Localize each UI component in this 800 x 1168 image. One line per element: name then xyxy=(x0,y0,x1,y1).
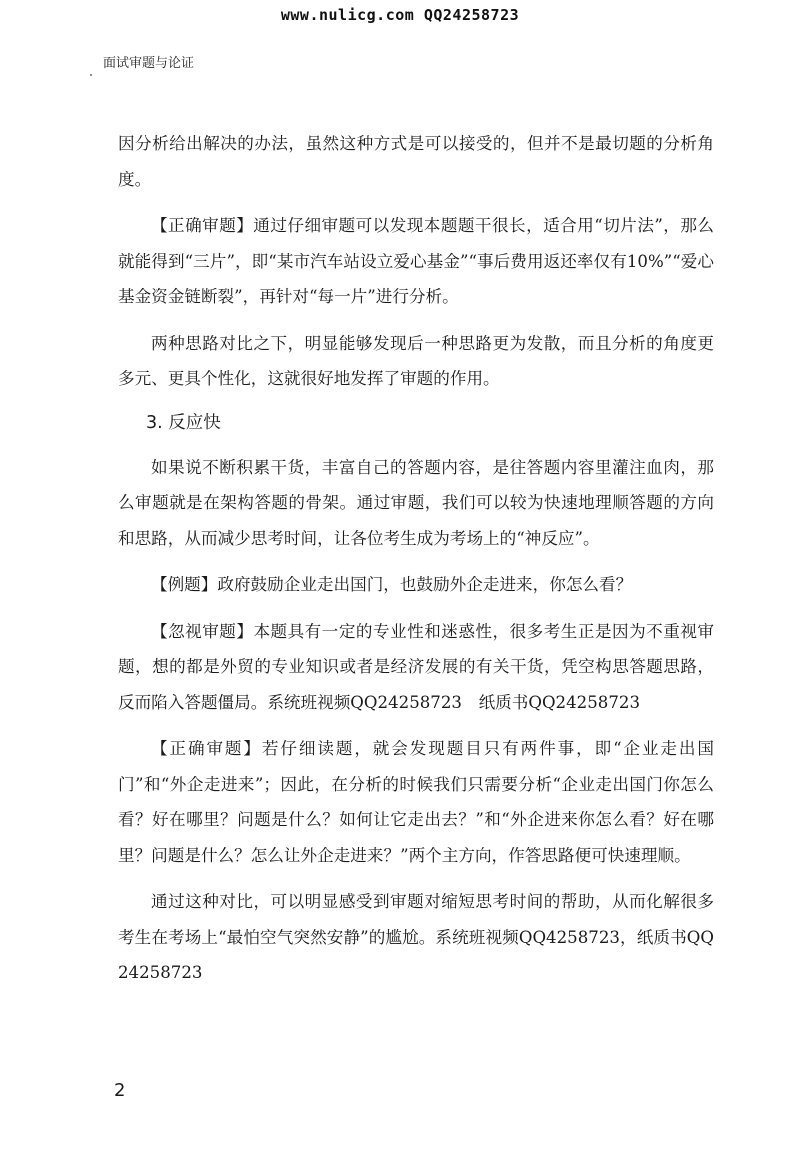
scan-speck xyxy=(90,74,92,76)
paragraph-correct-review: 【正确审题】若仔细读题，就会发现题目只有两件事，即“企业走出国门”和“外企走进来”；因此，在分析的时候我们只需要分析“企业走出国门你怎么看？好在哪里？问题是什么？如何让它走出去？”和“外企进来你怎么看？好在哪里？问题是什么？怎么让外企走进来？”两个主方向，作答思路便可快速理顺。 xyxy=(118,739,714,865)
paragraph-1: 因分析给出解决的办法，虽然这种方式是可以接受的，但并不是最切题的分析角度。 xyxy=(118,134,714,189)
paragraph-4: 如果说不断积累干货，丰富自己的答题内容，是往答题内容里灌注血肉，那么审题就是在架构答题的骨架。通过审题，我们可以较为快速地理顺答题的方向和思路，从而减少思考时间，让各位考生成为考场上的“神反应”。 xyxy=(118,457,714,548)
paragraph-3: 两种思路对比之下，明显能够发现后一种思路更为发散，而且分析的角度更多元、更具个性化，这就很好地发挥了审题的作用。 xyxy=(118,333,714,388)
paragraph-example: 【例题】政府鼓励企业走出国门，也鼓励外企走进来，你怎么看？ xyxy=(151,575,633,594)
paragraph-2: 【正确审题】通过仔细审题可以发现本题题干很长，适合用“切片法”，那么就能得到“三片”，即“某市汽车站设立爱心基金”“事后费用返还率仅有10%”“爱心基金资金链断裂”，再针对“每一片”进行分析。 xyxy=(118,216,714,306)
paragraph-ignored-review: 【忽视审题】本题具有一定的专业性和迷惑性，很多考生正是因为不重视审题，想的都是外贸的专业知识或者是经济发展的有关干货，凭空构思答题思路，反而陷入答题僵局。系统班视频QQ24258723 纸质书QQ24258723 xyxy=(118,621,714,712)
body-text xyxy=(118,126,714,1002)
paragraph-conclusion: 通过这种对比，可以明显感受到审题对缩短思考时间的帮助，从而化解很多考生在考场上“最怕空气突然安静”的尴尬。系统班视频QQ4258723，纸质书QQ24258723 xyxy=(118,892,714,982)
page-number: 2 xyxy=(114,1080,126,1101)
running-header: 面试审题与论证 xyxy=(103,56,195,71)
section-heading: 3. 反应快 xyxy=(146,412,221,433)
watermark-text: www.nulicg.com QQ24258723 xyxy=(280,6,520,24)
